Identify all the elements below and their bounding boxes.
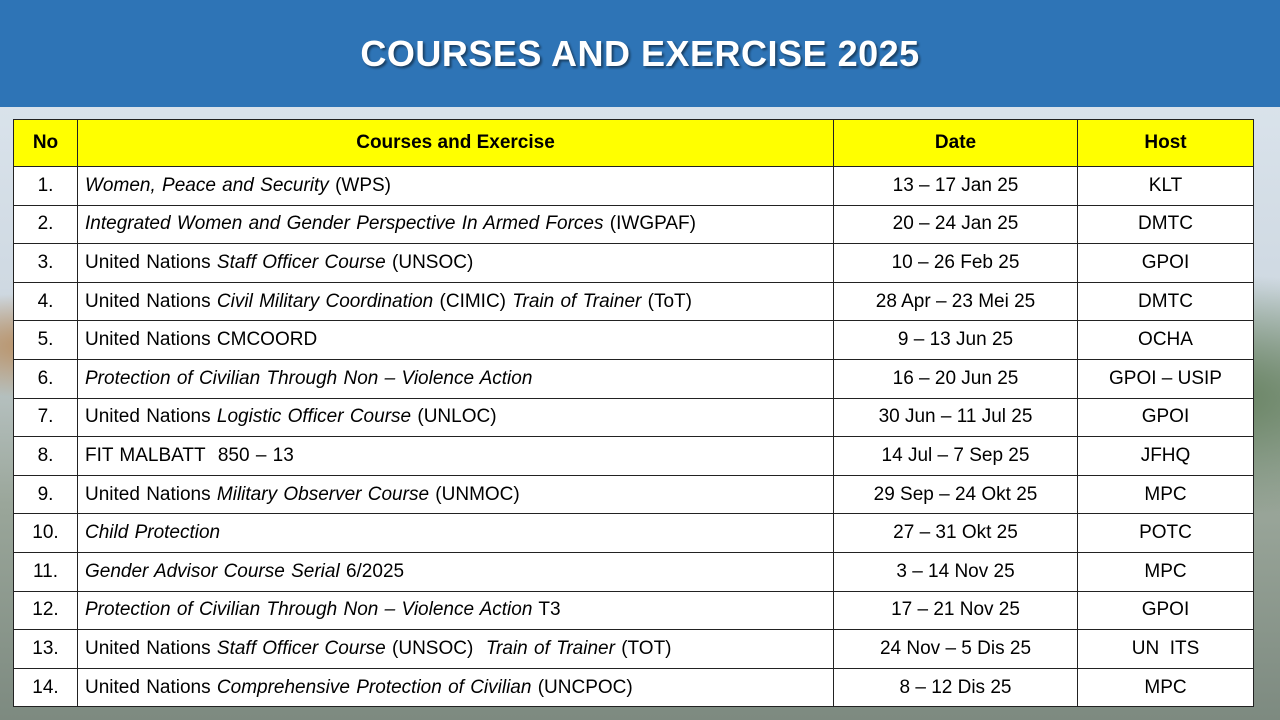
cell-course	[78, 475, 834, 514]
cell-date: 24 Nov – 5 Dis 25	[834, 630, 1078, 669]
course-text-segment: (ToT)	[641, 290, 692, 312]
cell-no: 12.	[14, 591, 78, 630]
cell-no: 11.	[14, 552, 78, 591]
course-text-segment: Train of Trainer	[485, 637, 615, 659]
cell-date: 27 – 31 Okt 25	[834, 514, 1078, 553]
course-text-segment: Logistic Officer Course	[216, 406, 412, 428]
cell-no: 10.	[14, 514, 78, 553]
cell-host: UN ITS	[1078, 630, 1254, 669]
cell-host: KLT	[1078, 167, 1254, 206]
cell-course	[78, 282, 834, 321]
header-date: Date	[834, 120, 1078, 167]
cell-date: 14 Jul – 7 Sep 25	[834, 437, 1078, 476]
course-text-segment: (CIMIC)	[433, 290, 513, 312]
cell-course	[78, 321, 834, 360]
course-text-segment: (TOT)	[614, 637, 672, 659]
course-text-segment: United Nations	[85, 251, 217, 273]
cell-no: 1.	[14, 167, 78, 206]
cell-host: MPC	[1078, 475, 1254, 514]
course-text-segment: Child Protection	[85, 522, 221, 544]
course-text-segment: Military Observer Course	[216, 483, 430, 505]
cell-no: 5.	[14, 321, 78, 360]
course-text-segment: (WPS)	[328, 174, 392, 196]
course-text-segment: Gender Advisor Course Serial	[85, 560, 340, 582]
cell-no: 13.	[14, 630, 78, 669]
course-text-segment: FIT MALBATT 850 – 13	[85, 444, 294, 466]
cell-course	[78, 244, 834, 283]
cell-course	[78, 167, 834, 206]
table-row	[14, 437, 1254, 476]
cell-host: GPOI	[1078, 591, 1254, 630]
cell-host: MPC	[1078, 552, 1254, 591]
course-text-segment: Women, Peace and Security	[85, 174, 329, 196]
cell-course	[78, 591, 834, 630]
course-text-segment: United Nations	[85, 290, 217, 312]
cell-host: MPC	[1078, 668, 1254, 707]
table-row	[14, 591, 1254, 630]
cell-date: 3 – 14 Nov 25	[834, 552, 1078, 591]
cell-host: JFHQ	[1078, 437, 1254, 476]
course-text-segment: (UNCPOC)	[531, 676, 633, 698]
table-row	[14, 321, 1254, 360]
cell-course	[78, 437, 834, 476]
course-text-segment: Protection of Civilian Through Non – Violence Action	[85, 599, 533, 621]
table-header-row	[14, 120, 1254, 167]
course-text-segment: Comprehensive Protection of Civilian	[216, 676, 532, 698]
table-row	[14, 359, 1254, 398]
table-row	[14, 205, 1254, 244]
cell-course	[78, 398, 834, 437]
cell-no: 9.	[14, 475, 78, 514]
course-text-segment: Staff Officer Course	[216, 637, 386, 659]
course-text-segment: Protection of Civilian Through Non – Violence Action	[85, 367, 533, 389]
cell-date: 20 – 24 Jan 25	[834, 205, 1078, 244]
cell-host: DMTC	[1078, 205, 1254, 244]
table-body	[14, 167, 1254, 707]
course-text-segment: Civil Military Coordination	[216, 290, 434, 312]
course-text-segment: United Nations	[85, 676, 217, 698]
cell-no: 2.	[14, 205, 78, 244]
course-text-segment: (UNSOC)	[385, 637, 486, 659]
cell-host: DMTC	[1078, 282, 1254, 321]
cell-date: 9 – 13 Jun 25	[834, 321, 1078, 360]
cell-date: 17 – 21 Nov 25	[834, 591, 1078, 630]
cell-host: GPOI	[1078, 398, 1254, 437]
cell-course	[78, 668, 834, 707]
cell-host: OCHA	[1078, 321, 1254, 360]
cell-date: 8 – 12 Dis 25	[834, 668, 1078, 707]
cell-no: 3.	[14, 244, 78, 283]
course-text-segment: United Nations CMCOORD	[85, 329, 318, 351]
course-text-segment: (UNSOC)	[385, 251, 474, 273]
table-row	[14, 244, 1254, 283]
table-row	[14, 552, 1254, 591]
cell-host: GPOI	[1078, 244, 1254, 283]
table-row	[14, 475, 1254, 514]
cell-course	[78, 359, 834, 398]
course-text-segment: (IWGPAF)	[603, 213, 696, 235]
courses-table	[13, 119, 1254, 707]
header-host: Host	[1078, 120, 1254, 167]
title-bar	[0, 0, 1280, 107]
cell-no: 4.	[14, 282, 78, 321]
cell-course	[78, 514, 834, 553]
table-row	[14, 514, 1254, 553]
course-text-segment: Train of Trainer	[512, 290, 642, 312]
course-text-segment: Integrated Women and Gender Perspective In Armed Forces	[85, 213, 604, 235]
cell-host: POTC	[1078, 514, 1254, 553]
cell-date: 29 Sep – 24 Okt 25	[834, 475, 1078, 514]
cell-course	[78, 205, 834, 244]
cell-course	[78, 630, 834, 669]
header-no: No	[14, 120, 78, 167]
header-course: Courses and Exercise	[78, 120, 834, 167]
course-text-segment: T3	[532, 599, 561, 621]
cell-no: 6.	[14, 359, 78, 398]
course-text-segment: United Nations	[85, 483, 217, 505]
course-text-segment: United Nations	[85, 637, 217, 659]
table-row	[14, 167, 1254, 206]
cell-no: 14.	[14, 668, 78, 707]
course-text-segment: (UNMOC)	[429, 483, 520, 505]
cell-date: 30 Jun – 11 Jul 25	[834, 398, 1078, 437]
course-text-segment: 6/2025	[339, 560, 405, 582]
cell-date: 28 Apr – 23 Mei 25	[834, 282, 1078, 321]
course-text-segment: United Nations	[85, 406, 217, 428]
cell-date: 13 – 17 Jan 25	[834, 167, 1078, 206]
table-row	[14, 630, 1254, 669]
course-text-segment: Staff Officer Course	[216, 251, 386, 273]
table-row	[14, 282, 1254, 321]
cell-no: 7.	[14, 398, 78, 437]
table-row	[14, 398, 1254, 437]
cell-date: 10 – 26 Feb 25	[834, 244, 1078, 283]
page-title: COURSES AND EXERCISE 2025	[360, 32, 920, 74]
cell-no: 8.	[14, 437, 78, 476]
course-text-segment: (UNLOC)	[411, 406, 497, 428]
cell-course	[78, 552, 834, 591]
cell-date: 16 – 20 Jun 25	[834, 359, 1078, 398]
cell-host: GPOI – USIP	[1078, 359, 1254, 398]
table-row	[14, 668, 1254, 707]
